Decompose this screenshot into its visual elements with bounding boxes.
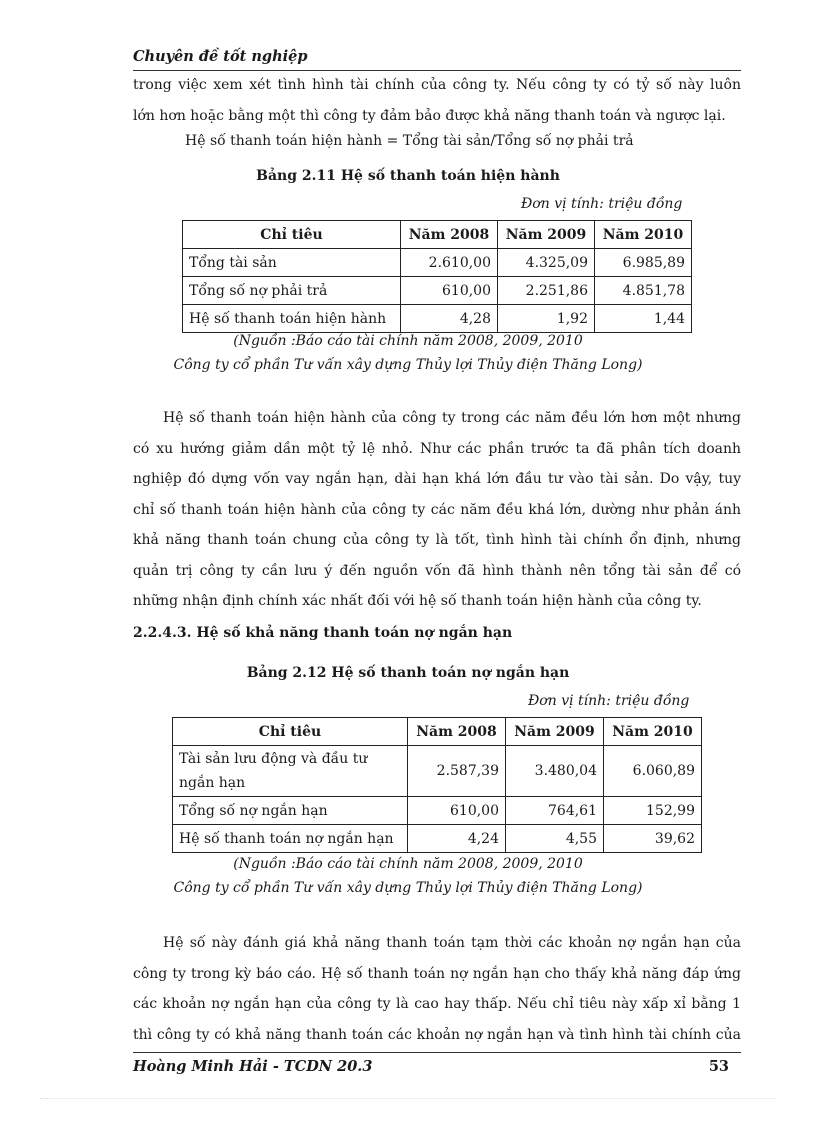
paragraph-line: công ty trong kỳ báo cáo. Hệ số thanh toán nợ ngắn hạn cho thấy khả năng đáp ứng — [133, 965, 741, 982]
paragraph-line: nghiệp đó dựng vốn vay ngắn hạn, dài hạn khá lớn đầu tư vào tài sản. Do vậy, tuy — [133, 471, 741, 487]
row-label-line: Tài sản lưu động và đầu tư — [179, 751, 368, 767]
table1-caption: Bảng 2.11 Hệ số thanh toán hiện hành — [256, 168, 560, 184]
cell-value: 4,24 — [408, 825, 506, 853]
row-label — [173, 746, 408, 797]
cell-value: 6.985,89 — [595, 249, 692, 277]
page-number: 53 — [708, 1058, 729, 1075]
table2 — [172, 717, 702, 853]
cell-value: 610,00 — [408, 797, 506, 825]
page-header — [133, 48, 741, 71]
table2-source — [0, 852, 816, 900]
paragraph-line: các khoản nợ ngắn hạn của công ty là cao hay thấp. Nếu chỉ tiêu này xấp xỉ bằng 1 — [133, 996, 741, 1012]
source-line: Công ty cổ phần Tư vấn xây dựng Thủy lợi Thủy điện Thăng Long) — [173, 357, 643, 373]
table1-source — [0, 329, 816, 377]
analysis-paragraph-1 — [133, 403, 741, 617]
table-header-row — [183, 221, 692, 249]
row-label: Tổng số nợ ngắn hạn — [173, 797, 408, 825]
cell-value: 4,55 — [506, 825, 604, 853]
paragraph-line: Hệ số này đánh giá khả năng thanh toán tạm thời các khoản nợ ngắn hạn của — [163, 935, 741, 951]
table-row — [183, 249, 692, 277]
row-label: Tổng số nợ phải trả — [183, 277, 401, 305]
paragraph-line: những nhận định chính xác nhất đối với hệ số thanh toán hiện hành của công ty. — [133, 593, 702, 609]
cell-value: 2.587,39 — [408, 746, 506, 797]
table1 — [182, 220, 692, 333]
source-line: Công ty cổ phần Tư vấn xây dựng Thủy lợi Thủy điện Thăng Long) — [173, 880, 643, 896]
table-row — [173, 746, 702, 797]
table-row — [173, 825, 702, 853]
table2-caption: Bảng 2.12 Hệ số thanh toán nợ ngắn hạn — [246, 665, 570, 681]
cell-value: 3.480,04 — [506, 746, 604, 797]
header-title: Chuyên đề tốt nghiệp — [133, 48, 308, 65]
cell-value: 764,61 — [506, 797, 604, 825]
column-header: Năm 2008 — [408, 718, 506, 746]
intro-line: lớn hơn hoặc bằng một thì công ty đảm bảo được khả năng thanh toán và ngược lại. — [133, 107, 726, 124]
column-header: Năm 2010 — [595, 221, 692, 249]
paragraph-line: khả năng thanh toán chung của công ty là tốt, tình hình tài chính ổn định, nhưng — [133, 532, 741, 548]
paragraph-line: thì công ty có khả năng thanh toán các khoản nợ ngắn hạn và tình hình tài chính của — [133, 1026, 741, 1043]
row-label-line: ngắn hạn — [179, 775, 246, 791]
table-header-row — [173, 718, 702, 746]
intro-paragraph — [133, 70, 741, 131]
row-label: Hệ số thanh toán nợ ngắn hạn — [173, 825, 408, 853]
column-header: Chỉ tiêu — [173, 718, 408, 746]
source-line: (Nguồn :Báo cáo tài chính năm 2008, 2009, 2010 — [233, 856, 583, 872]
table1-unit: Đơn vị tính: triệu đồng — [521, 196, 683, 212]
cell-value: 152,99 — [604, 797, 702, 825]
paragraph-line: Hệ số thanh toán hiện hành của công ty trong các năm đều lớn hơn một nhưng — [163, 410, 741, 426]
intro-line: trong việc xem xét tình hình tài chính của công ty. Nếu công ty có tỷ số này luôn — [133, 77, 741, 93]
cell-value: 4.851,78 — [595, 277, 692, 305]
paragraph-line: quản trị công ty cần lưu ý đến nguồn vốn đã hình thành nên tổng tài sản để có — [133, 562, 741, 579]
footer-author: Hoàng Minh Hải - TCDN 20.3 — [133, 1058, 373, 1075]
cell-value: 39,62 — [604, 825, 702, 853]
paragraph-line: có xu hướng giảm dần một tỷ lệ nhỏ. Như các phần trước ta đã phân tích doanh — [133, 440, 741, 457]
cell-value: 4,28 — [401, 305, 498, 333]
source-line: (Nguồn :Báo cáo tài chính năm 2008, 2009, 2010 — [233, 333, 583, 349]
cell-value: 2.610,00 — [401, 249, 498, 277]
page-footer — [133, 1052, 741, 1081]
cell-value: 610,00 — [401, 277, 498, 305]
table-row — [173, 797, 702, 825]
page-bottom-divider — [40, 1098, 776, 1099]
analysis-paragraph-2 — [133, 928, 741, 1050]
row-label: Hệ số thanh toán hiện hành — [183, 305, 401, 333]
cell-value: 2.251,86 — [498, 277, 595, 305]
formula-text: Hệ số thanh toán hiện hành = Tổng tài sản/Tổng số nợ phải trả — [185, 133, 634, 149]
row-label: Tổng tài sản — [183, 249, 401, 277]
column-header: Năm 2008 — [401, 221, 498, 249]
column-header: Năm 2010 — [604, 718, 702, 746]
table2-unit: Đơn vị tính: triệu đồng — [528, 693, 690, 709]
column-header: Năm 2009 — [498, 221, 595, 249]
paragraph-line: chỉ số thanh toán hiện hành của công ty các năm đều khá lớn, dường như phản ánh — [133, 501, 741, 518]
section-heading: 2.2.4.3. Hệ số khả năng thanh toán nợ ngắn hạn — [133, 625, 513, 641]
cell-value: 1,44 — [595, 305, 692, 333]
cell-value: 6.060,89 — [604, 746, 702, 797]
cell-value: 1,92 — [498, 305, 595, 333]
table-row — [183, 277, 692, 305]
column-header: Năm 2009 — [506, 718, 604, 746]
cell-value: 4.325,09 — [498, 249, 595, 277]
column-header: Chỉ tiêu — [183, 221, 401, 249]
